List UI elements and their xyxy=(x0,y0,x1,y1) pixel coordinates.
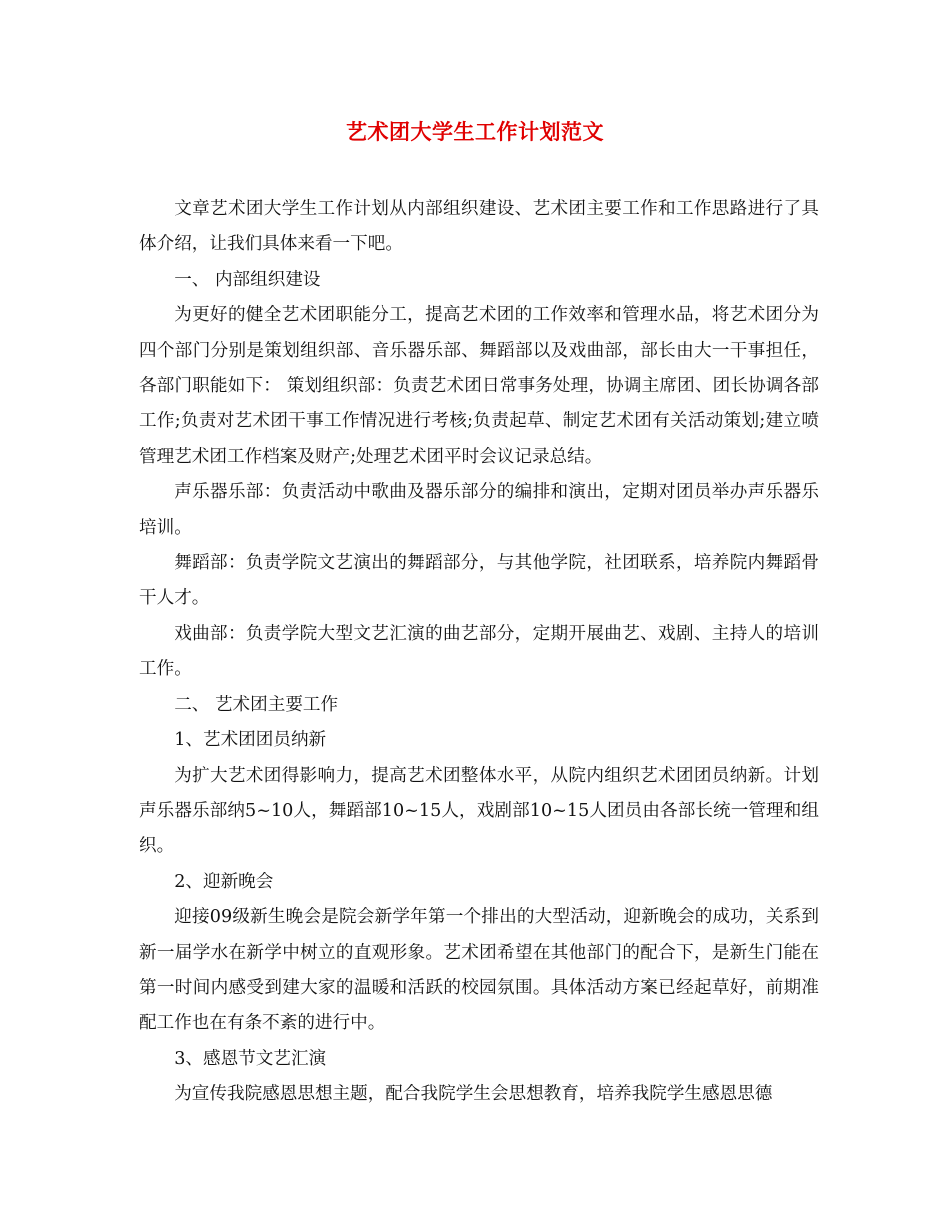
paragraph-thanksgiving-show: 为宣传我院感恩思想主题，配合我院学生会思想教育，培养我院学生感恩思德 xyxy=(174,1084,773,1105)
paragraph-recruitment: 为扩大艺术团得影响力，提高艺术团整体水平，从院内组织艺术团团员纳新。计划声乐器乐部纳5~10人，舞蹈部10~15人，戏剧部10~15人团员由各部长统一管理和组织。 xyxy=(139,765,819,857)
paragraph-opera: 戏曲部：负责学院大型文艺汇演的曲艺部分，定期开展曲艺、戏剧、主持人的培训工作。 xyxy=(139,623,819,680)
document-body xyxy=(139,192,819,1113)
subheading-thanksgiving-show: 3、感恩节文艺汇演 xyxy=(174,1048,327,1069)
paragraph-welcome-party: 迎接09级新生晚会是院会新学年第一个排出的大型活动，迎新晚会的成功，关系到新一届学水在新学中树立的直观形象。艺术团希望在其他部门的配合下，是新生门能在第一时间内感受到建大家的温暖和活跃的校园氛围。具体活动方案已经起草好，前期准配工作也在有条不紊的进行中。 xyxy=(139,907,819,1034)
paragraph-dance: 舞蹈部：负责学院文艺演出的舞蹈部分，与其他学院，社团联系，培养院内舞蹈骨干人才。 xyxy=(139,553,819,609)
intro-paragraph: 文章艺术团大学生工作计划从内部组织建设、艺术团主要工作和工作思路进行了具体介绍，让我们具体来看一下吧。 xyxy=(139,199,819,255)
paragraph-vocal-instrumental: 声乐器乐部：负责活动中歌曲及器乐部分的编排和演出，定期对团员举办声乐器乐培训。 xyxy=(139,482,819,538)
section-heading-internal-organization: 一、 内部组织建设 xyxy=(174,269,321,290)
document-title: 艺术团大学生工作计划范文 xyxy=(346,119,604,144)
subheading-welcome-party: 2、迎新晚会 xyxy=(174,871,274,892)
subheading-recruitment: 1、艺术团团员纳新 xyxy=(174,730,327,751)
section-heading-main-work: 二、 艺术团主要工作 xyxy=(174,694,339,715)
paragraph-department-division: 为更好的健全艺术团职能分工，提高艺术团的工作效率和管理水品，将艺术团分为四个部门分别是策划组织部、音乐器乐部、舞蹈部以及戏曲部，部长由大一干事担任，各部门职能如下： 策划组织部：负责艺术团日常事务处理，协调主席团、团长协调各部工作;负责对艺术团干事工作情况进行考核;负责起草、制定艺术团有关活动策划;建立喷管理艺术团工作档案及财产;处理艺术团平时会议记录总结。 xyxy=(139,305,819,467)
